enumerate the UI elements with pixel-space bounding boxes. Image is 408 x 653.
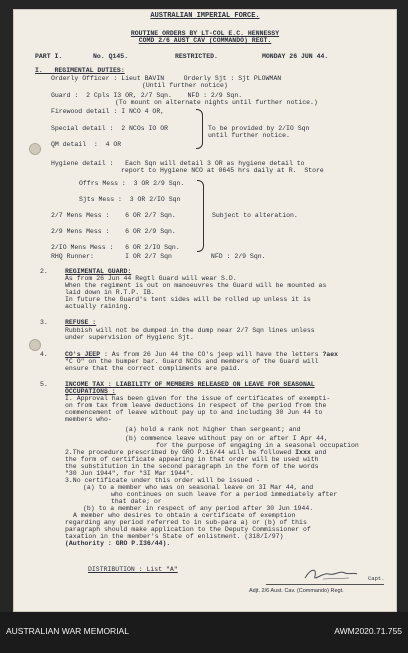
org-heading: AUSTRALIAN IMPERIAL FORCE. bbox=[150, 12, 260, 20]
hygiene-detail: Hygiene detail : Each Sqn will detail 3 OR as hygiene detail to bbox=[51, 160, 305, 167]
body-text: Rubbish will not be dumped in the dump near 2/7 Sqn lines unless bbox=[65, 327, 315, 334]
signatory-office: Adjt. 2/6 Aust. Cav. (Commando) Regt. bbox=[249, 588, 344, 594]
distribution: DISTRIBUTION : List "A" bbox=[88, 566, 178, 573]
duty-note: until further notice. bbox=[208, 132, 290, 139]
punch-hole bbox=[29, 143, 41, 155]
doc-title: ROUTINE ORDERS BY LT-COL E.C. HENNESSY bbox=[130, 30, 280, 37]
body-text: taxation in the member's State of enlistment. (318/I/97) bbox=[65, 533, 284, 540]
body-text: on from tax from leave deductions in respect of the period from the bbox=[65, 402, 327, 409]
body-text: ensure that the correct compliments are paid. bbox=[65, 365, 241, 372]
section-number: 4. bbox=[40, 351, 48, 358]
doc-subtitle: COMD 2/6 AUST CAV (COMMANDO) REGT. bbox=[138, 37, 272, 44]
body-text: (a) to a member who was on seasonal leave on 3I Mar 44, and bbox=[83, 484, 314, 491]
body-text: When the regiment is out on manoeuvres the Guard will be mounted as bbox=[65, 282, 327, 289]
mess-detail: 2/7 Mens Mess : 6 OR 2/7 Sqn. bbox=[51, 212, 176, 219]
body-text bbox=[65, 449, 326, 456]
body-text: 3.No certificate under this order will be issued - bbox=[65, 477, 261, 484]
footer-bar bbox=[0, 612, 408, 653]
section-heading: I. REGIMENTAL DUTIES: bbox=[35, 67, 125, 74]
footer-credit: AUSTRALIAN WAR MEMORIAL bbox=[6, 626, 129, 636]
order-date: MONDAY 26 JUN 44. bbox=[262, 53, 329, 60]
body-text bbox=[65, 351, 338, 358]
duty-note: (Until further notice) bbox=[142, 82, 228, 89]
document-page bbox=[13, 9, 397, 612]
body-text: 2.The procedure prescribed by GRO P.16/44 will be followed bbox=[65, 449, 296, 456]
body-text: the substitution in the second paragraph in the form of the words bbox=[65, 463, 319, 470]
section-number: 3. bbox=[40, 319, 48, 326]
body-text: regarding any period referred to in sub-para a) or (b) of this bbox=[65, 519, 307, 526]
orderly-officer: Orderly Officer : Lieut BAVIN Orderly Sjt : Sjt PLOWMAN bbox=[51, 75, 282, 82]
body-text: "C O" on the bumper bar. Guard NCOs and members of the Guard will bbox=[65, 358, 319, 365]
body-text: As from 26 Jun 44 Regtl Guard will wear S.D. bbox=[65, 275, 237, 282]
body-text: that date; or bbox=[111, 498, 162, 505]
hygiene-detail: report to Hygiene NCO at 0645 hrs daily at R. Store bbox=[121, 167, 324, 174]
footer-accession-number: AWM2020.71.755 bbox=[334, 626, 402, 636]
mess-detail: 2/IO Mens Mess : 6 OR 2/IO Sqn. bbox=[51, 244, 180, 251]
signatory-rank: Capt. bbox=[368, 575, 385, 582]
special-detail: Special detail : 2 NCOs IO OR bbox=[51, 125, 169, 132]
body-text: actually raining. bbox=[65, 303, 132, 310]
body-text: commencement of leave without pay up to and including 30 Jun 44 to bbox=[65, 409, 323, 416]
mess-detail: Offrs Mess : 3 OR 2/9 Sqn. bbox=[79, 180, 185, 187]
section-number: 2. bbox=[40, 268, 48, 275]
authority-ref: (Authority : GRO P.I36/44). bbox=[65, 540, 171, 547]
body-text: : As from 26 Jun 44 the CO's jeep will have the letters bbox=[100, 351, 323, 358]
body-text: A member who desires to obtain a certificate of exemption bbox=[73, 512, 296, 519]
body-text: for the purpose of engaging in a seasonal occupation bbox=[156, 442, 359, 449]
body-text: I. Approval has been given for the issue of certificates of exempti- bbox=[65, 395, 331, 402]
bracket bbox=[196, 109, 203, 149]
qm-detail: QM detail : 4 OR bbox=[51, 141, 122, 148]
signature-line bbox=[266, 584, 384, 585]
guard-detail: Guard : 2 Cpls I3 OR, 2/7 Sqn. NFD : 2/9 Sqn. bbox=[51, 92, 243, 99]
section-heading: CO's JEEP bbox=[65, 351, 101, 358]
body-text: In future the Guard's tent sides will be rolled up unless it is bbox=[65, 296, 311, 303]
section-heading: REGIMENTAL GUARD: bbox=[65, 268, 132, 275]
body-text: paragraph should make application to the Deputy Commissioner of bbox=[65, 526, 311, 533]
part-label: PART I. bbox=[35, 53, 63, 60]
body-text: under supervision of Hygienc Sjt. bbox=[65, 334, 194, 341]
classification: RESTRICTED. bbox=[175, 53, 218, 60]
mess-detail: 2/9 Mens Mess : 6 OR 2/9 Sqn. bbox=[51, 228, 176, 235]
mess-detail: Sjts Mess : 3 OR 2/IO Sqn bbox=[79, 196, 181, 203]
duty-note: To be provided by 2/IO Sqn bbox=[208, 125, 310, 132]
body-text: the form of certificate appearing in that order will be used with bbox=[65, 456, 319, 463]
body-text: and bbox=[310, 449, 327, 456]
runner-detail: RHQ Runner: I OR 2/7 Sqn NFD : 2/9 Sqn. bbox=[51, 253, 266, 260]
section-heading: OCCUPATIONS : bbox=[65, 388, 116, 395]
body-text: laid down in R.T.P. IB. bbox=[65, 289, 155, 296]
section-heading: INCOME TAX : LIABILITY OF MEMBERS RELEASED ON LEAVE FOR SEASONAL bbox=[65, 381, 315, 388]
body-text: who continues on such leave for a period immediately after bbox=[111, 491, 338, 498]
duty-note: Subject to alteration. bbox=[212, 212, 298, 219]
body-text: (a) hold a rank not higher than sergeant; and bbox=[125, 426, 301, 433]
body-text: members who- bbox=[65, 416, 112, 423]
typed-correction: ?aex bbox=[322, 351, 339, 358]
body-text: "30 Jun 1944", for "3I Mar 1944". bbox=[65, 470, 194, 477]
punch-hole bbox=[29, 339, 41, 351]
bracket bbox=[197, 180, 204, 252]
firewood-detail: Firewood detail : I NCO 4 OR, bbox=[51, 108, 165, 115]
body-text: (b) commence leave without pay on or after I Apr 44, bbox=[125, 435, 328, 442]
section-heading: REFUSE : bbox=[65, 319, 97, 326]
body-text: (b) to a member in respect of any period after 30 Jun 1944. bbox=[83, 505, 314, 512]
signature-graphic bbox=[301, 564, 361, 584]
order-number: No. Q145. bbox=[93, 53, 129, 60]
section-number: 5. bbox=[40, 381, 48, 388]
duty-note: (To mount on alternate nights until further notice.) bbox=[115, 99, 318, 106]
typed-correction: Ixxx bbox=[295, 449, 311, 456]
